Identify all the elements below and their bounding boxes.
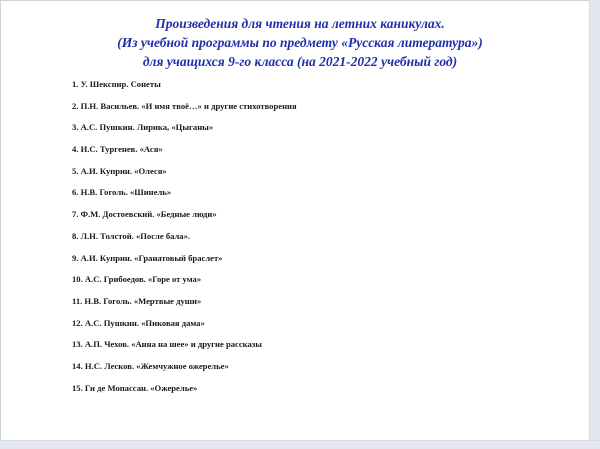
list-item: 12. А.С. Пушкин. «Пиковая дама» (72, 317, 205, 328)
list-item: 8. Л.Н. Толстой. «После бала». (72, 230, 191, 241)
list-item: 2. П.Н. Васильев. «И имя твоё…» и другие стихотворения (72, 100, 297, 111)
list-item: 9. А.И. Куприн. «Гранатовый браслет» (72, 252, 223, 263)
horizontal-scrollbar-track[interactable] (0, 440, 600, 449)
document-header (0, 14, 600, 71)
list-item: 13. А.П. Чехов. «Анна на шее» и другие рассказы (72, 339, 262, 350)
list-item: 7. Ф.М. Достоевский. «Бедные люди» (72, 209, 217, 220)
list-item: 5. А.И. Куприн. «Олеся» (72, 165, 167, 176)
header-grade-year: для учащихся 9-го класса (на 2021-2022 учебный год) (142, 54, 458, 69)
header-title: Произведения для чтения на летних каникулах. (155, 16, 445, 31)
header-subtitle: (Из учебной программы по предмету «Русская литература») (117, 35, 483, 50)
list-item: 4. И.С. Тургенев. «Ася» (72, 144, 163, 155)
list-item: 11. Н.В. Гоголь. «Мертвые души» (72, 295, 202, 306)
list-item: 3. А.С. Пушкин. Лирика, «Цыганы» (72, 122, 214, 133)
list-item: 10. А.С. Грибоедов. «Горе от ума» (72, 274, 202, 285)
list-item: 1. У. Шекспир. Сонеты (72, 79, 161, 89)
list-item: 14. Н.С. Лесков. «Жемчужное ожерелье» (72, 360, 229, 371)
list-item: 6. Н.В. Гоголь. «Шинель» (72, 187, 172, 198)
list-item: 15. Ги де Мопассан. «Ожерелье» (72, 382, 198, 393)
reading-list (72, 77, 297, 402)
